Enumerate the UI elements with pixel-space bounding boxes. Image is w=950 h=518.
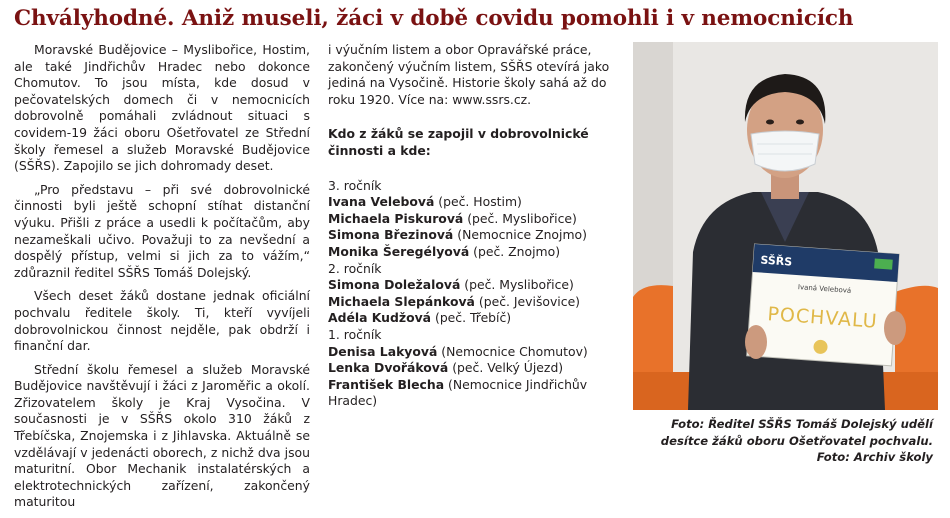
certificate-name: Ivaná Velebová: [797, 283, 852, 295]
photo-caption: [633, 416, 933, 466]
article-paragraph: Moravské Budějovice – Myslibořice, Hostim, ale také Jindřichův Hradec nebo dokonce Chomutov. To jsou místa, kde dosud v pečovatelských domech či v nemocnicích dobrovolně pomáhali zvládnout situaci s covidem-19 žáci oboru Ošetřovatel ze Střední školy řemesel a služeb Moravské Budějovice (SŠŘS). Zapojilo se jich dohromady deset.: [14, 42, 310, 174]
article-paragraph: Všech deset žáků dostane jednak oficiální pochvalu ředitele školy. Ti, kteří vyvíjeli dobrovolnickou činnost nejděle, pak obdrží i finanční dar.: [14, 288, 310, 354]
student-place: (Nemocnice Znojmo): [457, 227, 587, 243]
student-name: Michaela Piskurová: [328, 210, 464, 226]
student-name: Simona Doležalová: [328, 277, 461, 293]
article-headline: Chvályhodné. Aniž museli, žáci v době covidu pomohli i v nemocnicích: [14, 6, 854, 31]
volunteer-group: [328, 261, 620, 327]
student-name: Lenka Dvořáková: [328, 360, 449, 376]
student-place: (peč. Třebíč): [434, 310, 512, 326]
face-mask: [751, 131, 819, 171]
hand-left: [745, 325, 767, 359]
grade-label: 3. ročník: [328, 177, 382, 193]
volunteer-entry: [328, 360, 620, 377]
grade-label: 2. ročník: [328, 260, 382, 276]
caption-credit: Foto: Archiv školy: [816, 450, 933, 465]
certificate-logo: SŠŘS: [759, 253, 793, 269]
volunteer-entry: [328, 377, 620, 410]
caption-line: Foto: Ředitel SŠŘS Tomáš Dolejský udělí: [671, 417, 933, 431]
volunteer-entry: [328, 294, 620, 311]
volunteers-heading: Kdo z žáků se zapojil v dobrovolnické činnosti a kde:: [328, 126, 589, 158]
student-place: (peč. Myslibořice): [464, 277, 574, 293]
grade-label: 1. ročník: [328, 326, 382, 342]
student-place: (peč. Znojmo): [473, 243, 561, 259]
student-name: Adéla Kudžová: [328, 310, 432, 326]
student-place: (peč. Velký Újezd): [452, 360, 564, 376]
volunteer-group: [328, 178, 620, 261]
student-place: (peč. Hostim): [438, 194, 522, 210]
student-name: Denisa Lakyová: [328, 343, 438, 359]
certificate-word: POCHVALU: [766, 303, 879, 333]
student-place: (Nemocnice Chomutov): [441, 343, 588, 359]
student-name: František Blecha: [328, 376, 445, 392]
caption-line: desítce žáků oboru Ošetřovatel pochvalu.: [660, 433, 933, 448]
volunteer-entry: [328, 244, 620, 261]
article-paragraph: „Pro představu – při své dobrovolnické činnosti byli ještě schopní stíhat distanční výuku. Přišli z práce a usedli k počítačům, aby nezameškali učivo. Považuji to za nevšední a dospělý přístup, velmi si jich za to vážím,“ zdůraznil ředitel SŠŘS Tomáš Dolejský.: [14, 181, 310, 280]
eye-right: [796, 120, 804, 125]
article-column-2: [328, 42, 620, 410]
student-name: Monika Šeregélyová: [328, 243, 470, 259]
student-name: Ivana Velebová: [328, 194, 435, 210]
hand-right: [884, 311, 906, 345]
eye-left: [766, 120, 774, 125]
volunteer-entry: [328, 211, 620, 228]
article-paragraph-continued: i výučním listem a obor Opravářské práce, zakončený výučním listem, SŠŘS otevírá jako jediná na Vysočině. Historie školy sahá až do roku 1920. Více na: www.ssrs.cz.: [328, 42, 610, 107]
photo-illustration: [633, 42, 938, 410]
volunteer-group: [328, 327, 620, 410]
volunteer-entry: [328, 194, 620, 211]
student-name: Simona Březinová: [328, 227, 454, 243]
student-place: (peč. Myslibořice): [467, 210, 577, 226]
volunteer-entry: [328, 277, 620, 294]
volunteer-entry: [328, 344, 620, 361]
certificate: [747, 244, 899, 366]
student-place: (peč. Jevišovice): [478, 293, 581, 309]
article-photo: [633, 42, 938, 410]
student-name: Michaela Slepánková: [328, 293, 475, 309]
student-place: (Nemocnice Jindřichův Hradec): [328, 376, 588, 409]
article-paragraph: Střední školu řemesel a služeb Moravské Budějovice navštěvují i žáci z Jaroměřic a okolí. Zřizovatelem školy je Kraj Vysočina. V současnosti je v SŠŘS okolo 310 žáků z Třebíčska, Znojemska i z Jihlavska. Aktuálně se vzdělávají v jedenácti oborech, z nichž dva jsou maturitní. Obor Mechanik instalatérských a elektrotechnických zařízení, zakončený maturitou: [14, 361, 310, 510]
volunteer-entry: [328, 310, 620, 327]
article-column-1: [14, 42, 310, 518]
volunteer-entry: [328, 227, 620, 244]
